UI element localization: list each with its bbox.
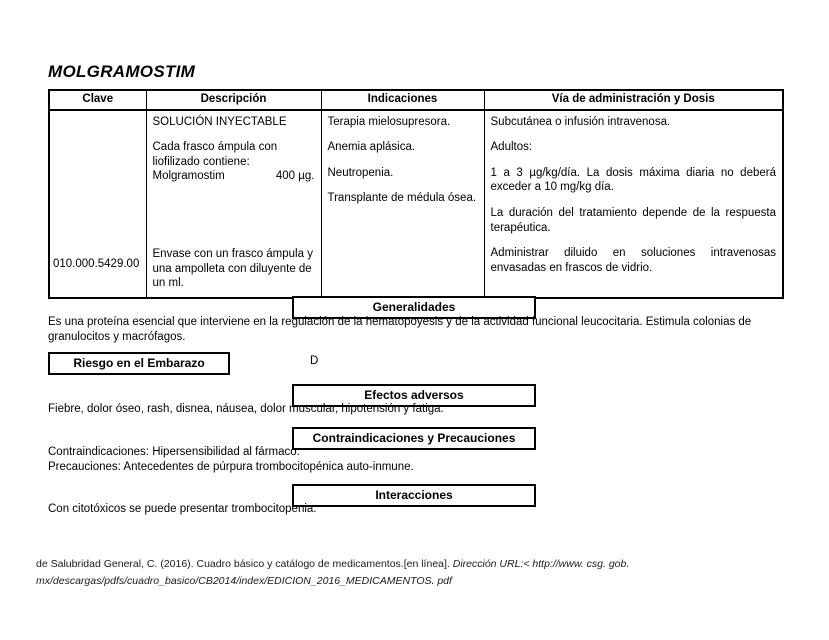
desc-ingredient-name: Molgramostim (152, 170, 225, 183)
table-row (49, 110, 783, 298)
cell-descripcion (146, 110, 321, 298)
desc-composition-line2: liofilizado contiene: (152, 155, 250, 168)
section-body-interacciones: Con citotóxicos se puede presentar trombocitopenia. (48, 503, 317, 515)
column-header-clave: Clave (49, 90, 146, 110)
page-title: MOLGRAMOSTIM (48, 62, 196, 81)
contraindicaciones-line: Contraindicaciones: Hipersensibilidad al fármaco. (48, 446, 300, 458)
desc-ingredient-amount: 400 µg. (275, 170, 315, 183)
section-body-efectos-adversos: Fiebre, dolor óseo, rash, disnea, náusea, dolor muscular, hipotensión y fatiga. (48, 403, 444, 415)
pregnancy-risk-value: D (310, 355, 319, 367)
via-item: Subcutánea o infusión intravenosa. (490, 115, 671, 128)
indicacion-item: Neutropenia. (327, 166, 394, 179)
section-header-generalidades: Generalidades (292, 296, 536, 319)
desc-composition (153, 140, 315, 184)
via-item: Adultos: (490, 141, 533, 154)
via-item: 1 a 3 µg/kg/día. La dosis máxima diaria no deberá exceder a 10 mg/kg día. (490, 166, 776, 194)
section-header-riesgo-embarazo: Riesgo en el Embarazo (48, 352, 230, 375)
cell-via-administracion (484, 110, 783, 298)
column-header-via: Vía de administración y Dosis (484, 90, 783, 110)
precauciones-line: Precauciones: Antecedentes de púrpura trombocitopénica auto-inmune. (48, 461, 414, 474)
via-item: La duración del tratamiento depende de la respuesta terapéutica. (490, 207, 776, 234)
cell-indicaciones (321, 110, 484, 298)
column-header-descripcion: Descripción (146, 90, 321, 110)
table-body (49, 110, 783, 298)
section-header-efectos-adversos: Efectos adversos (292, 384, 536, 407)
desc-spacer (153, 195, 315, 247)
table-header-row (49, 90, 783, 110)
clave-spacer (53, 115, 143, 257)
desc-composition-line1: Cada frasco ámpula con (152, 141, 278, 154)
indicacion-item: Anemia aplásica. (327, 141, 416, 154)
citation-plain: de Salubridad General, C. (2016). Cuadro básico y catálogo de medicamentos.[en línea]. (36, 558, 453, 570)
indicacion-item: Transplante de médula ósea. (327, 192, 477, 205)
cell-clave (49, 110, 146, 298)
clave-code: 010.000.5429.00 (53, 257, 140, 270)
desc-form: SOLUCIÓN INYECTABLE (152, 115, 287, 128)
section-header-contraindicaciones: Contraindicaciones y Precauciones (292, 427, 536, 450)
desc-packaging: Envase con un frasco ámpula y una ampolleta con diluyente de un ml. (152, 248, 313, 290)
section-body-contraindicaciones (48, 445, 788, 475)
column-header-indicaciones: Indicaciones (321, 90, 484, 110)
footer-citation (36, 556, 796, 590)
table-header (49, 90, 783, 110)
section-header-interacciones: Interacciones (292, 484, 536, 507)
desc-ingredient-row (153, 169, 315, 184)
indicacion-item: Terapia mielosupresora. (327, 115, 451, 128)
citation-url: Dirección URL:< http://www. csg. gob. mx/descargas/pdfs/cuadro_basico/CB2014/index/EDICION_2016_MEDICAMENTOS. pdf (36, 558, 630, 587)
via-item: Administrar diluido en soluciones intravenosas envasadas en frascos de vidrio. (490, 247, 776, 274)
medication-table (48, 89, 784, 299)
section-body-generalidades: Es una proteína esencial que interviene en la regulación de la hematopoyesis y de la actividad funcional leucocitaria. Estimula colonias de granulocitos y macrófagos. (48, 316, 752, 344)
